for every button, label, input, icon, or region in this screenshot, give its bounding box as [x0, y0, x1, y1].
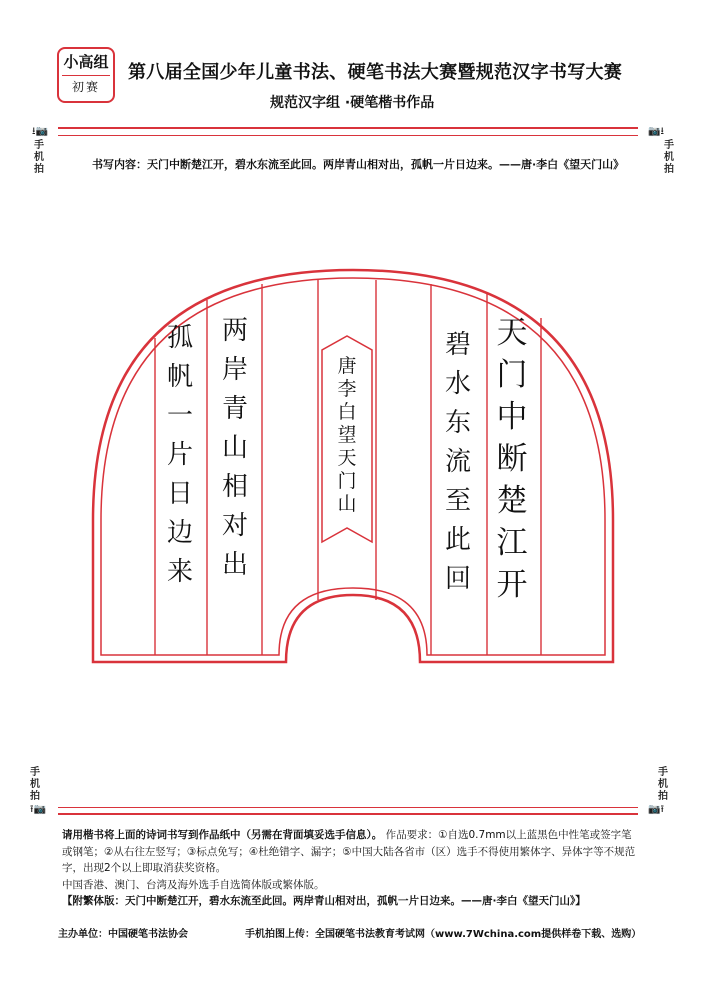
- title-char: 天: [337, 447, 357, 469]
- poem-column-4: [160, 325, 200, 598]
- poem-char: 至: [444, 486, 471, 516]
- footer-upload: 手机拍图上传：全国硬笔书法教育考试网（www.7Wchina.com提供样卷下载、选购）: [245, 929, 642, 940]
- poem-char: 门: [496, 357, 528, 393]
- footer-organizer: 主办单位：中国硬笔书法协会: [58, 929, 188, 940]
- title-char: 望: [337, 424, 357, 446]
- top-left-phone-shot-label: 手 机 拍: [34, 140, 44, 175]
- poem-char: 回: [444, 564, 471, 594]
- title-char: 李: [337, 378, 357, 400]
- instructions-block: [62, 827, 642, 910]
- bottom-right-phone-shot-label: 手 机 拍: [658, 767, 668, 802]
- poem-char: 碧: [444, 330, 471, 360]
- poem-char: 孤: [166, 323, 193, 353]
- bottom-rule-1: [58, 807, 638, 808]
- poem-column-3: [215, 318, 255, 591]
- poem-char: 山: [221, 433, 248, 463]
- poem-char: 断: [496, 441, 528, 477]
- poem-char: 日: [166, 479, 193, 509]
- instructions-lead: 请用楷书将上面的诗词书写到作品纸中（另需在背面填妥选手信息）。: [62, 829, 383, 841]
- title-char: 山: [337, 493, 357, 515]
- poem-char: 一: [166, 401, 193, 431]
- poem-char: 岸: [221, 355, 248, 385]
- top-left-camera-icon: ⭳📷: [32, 126, 48, 137]
- instructions-requirements: 作品要求：①自选0.7mm以上蓝黑色中性笔或签字笔或钢笔；②从右往左竖写；③标点免写；④杜绝错字、漏字；⑤中国大陆各省市（区）选手不得使用繁体字、异体字等不规范字，出现2个以上即取消获奖资格。: [62, 829, 636, 874]
- poem-char: 此: [444, 525, 471, 555]
- poem-char: 来: [166, 557, 193, 587]
- poem-char: 流: [444, 447, 471, 477]
- badge-round-label: 初赛: [71, 80, 100, 94]
- badge-group-label: 小高组: [63, 53, 109, 71]
- top-right-phone-shot-label: 手 机 拍: [664, 140, 674, 175]
- page-title: 第八届全国少年儿童书法、硬笔书法大赛暨规范汉字书写大赛: [128, 62, 623, 83]
- poem-char: 相: [221, 472, 248, 502]
- bottom-rule-2: [58, 813, 638, 815]
- bottom-right-camera-icon: 📷⭱: [648, 804, 664, 815]
- poem-char: 两: [221, 316, 248, 346]
- poem-char: 对: [221, 511, 248, 541]
- title-char: 门: [337, 470, 357, 492]
- poem-char: 楚: [496, 483, 528, 519]
- poem-column-2: [438, 332, 478, 605]
- poem-char: 边: [166, 518, 193, 548]
- writing-content: 书写内容：天门中断楚江开，碧水东流至此回。两岸青山相对出，孤帆一片日边来。——唐·李白《望天门山》: [92, 158, 625, 171]
- poem-char: 片: [166, 440, 193, 470]
- poem-char: 出: [221, 550, 248, 580]
- poem-char: 天: [496, 315, 528, 351]
- poem-char: 中: [496, 399, 528, 435]
- top-right-camera-icon: 📷⭳: [648, 126, 664, 137]
- poem-title-column: [327, 357, 367, 518]
- title-char: 唐: [337, 355, 357, 377]
- poem-char: 青: [221, 394, 248, 424]
- poem-column-1: [492, 315, 532, 612]
- page-subtitle: 规范汉字组 ·硬笔楷书作品: [270, 95, 435, 111]
- poem-char: 帆: [166, 362, 193, 392]
- instructions-note: 中国香港、澳门、台湾及海外选手自选简体版或繁体版。: [62, 878, 325, 891]
- poem-char: 开: [496, 567, 528, 603]
- title-char: 白: [337, 401, 357, 423]
- instructions-traditional: 【附繁体版：天门中断楚江开，碧水东流至此回。两岸青山相对出，孤帆一片日边来。——唐·李白《望天门山》】: [62, 895, 586, 907]
- poem-char: 水: [444, 369, 471, 399]
- poem-char: 东: [444, 408, 471, 438]
- poem-char: 江: [496, 525, 528, 561]
- bottom-left-phone-shot-label: 手 机 拍: [30, 767, 40, 802]
- bottom-left-camera-icon: ⭱📷: [30, 804, 46, 815]
